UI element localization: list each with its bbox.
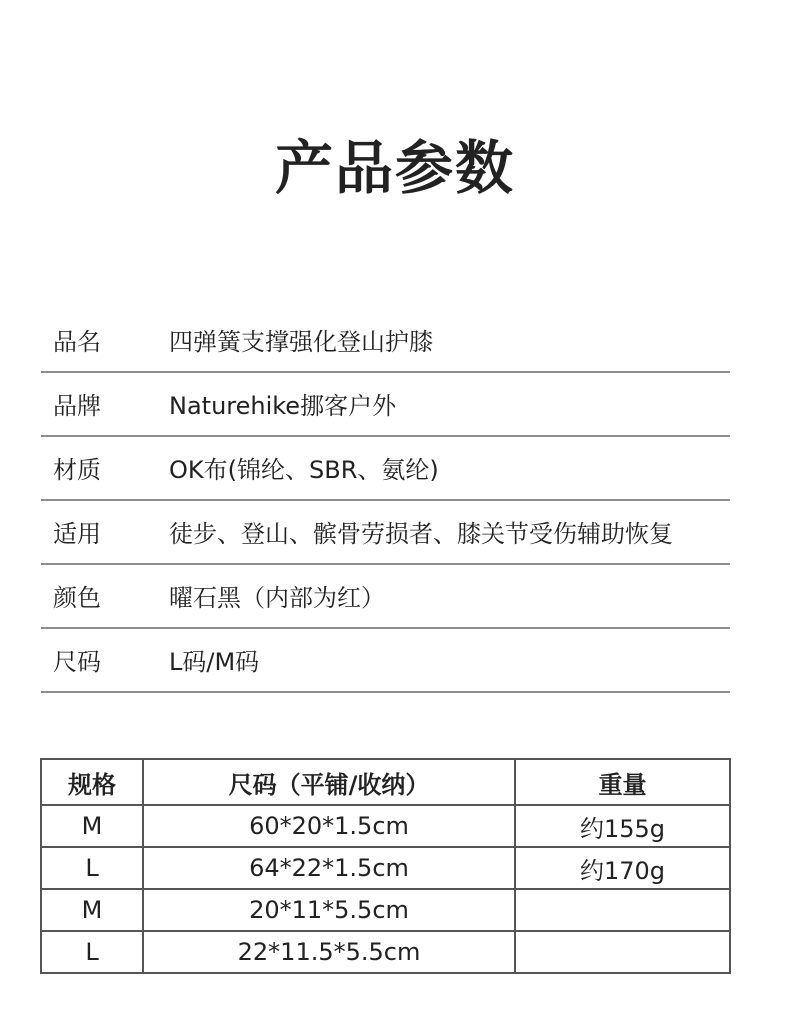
param-value: 徒步、登山、髌骨劳损者、膝关节受伤辅助恢复 (169, 520, 673, 548)
param-row-size (41, 629, 730, 693)
column-header-spec: 规格 (41, 759, 143, 805)
table-cell-weight: 约170g (515, 847, 730, 889)
table-row (41, 889, 730, 931)
param-value: Naturehike挪客户外 (169, 392, 397, 420)
column-header-weight: 重量 (515, 759, 730, 805)
table-cell-spec: M (41, 805, 143, 847)
table-cell-weight (515, 931, 730, 973)
table-cell-size: 20*11*5.5cm (143, 889, 515, 931)
page-title: 产品参数 (274, 134, 515, 202)
table-header-row (41, 759, 730, 805)
table-row (41, 847, 730, 889)
table-cell-size: 22*11.5*5.5cm (143, 931, 515, 973)
table-cell-weight (515, 889, 730, 931)
param-label: 颜色 (53, 584, 101, 612)
table-cell-size: 60*20*1.5cm (143, 805, 515, 847)
table-cell-spec: L (41, 847, 143, 889)
table-cell-weight: 约155g (515, 805, 730, 847)
param-label: 品牌 (53, 392, 101, 420)
param-label: 材质 (53, 456, 101, 484)
param-label: 尺码 (53, 648, 101, 676)
param-row-brand (41, 373, 730, 437)
table-row (41, 805, 730, 847)
param-value: 曜石黑（内部为红） (169, 584, 385, 612)
param-value: OK布(锦纶、SBR、氨纶) (169, 456, 439, 484)
param-value: 四弹簧支撑强化登山护膝 (169, 328, 433, 356)
table-cell-spec: M (41, 889, 143, 931)
param-row-color (41, 565, 730, 629)
param-row-usage (41, 501, 730, 565)
table-cell-size: 64*22*1.5cm (143, 847, 515, 889)
param-label: 适用 (53, 520, 101, 548)
spec-table (40, 758, 731, 974)
product-params-list (41, 307, 730, 693)
table-cell-spec: L (41, 931, 143, 973)
param-row-material (41, 437, 730, 501)
param-label: 品名 (53, 328, 101, 356)
param-value: L码/M码 (169, 648, 260, 676)
column-header-size: 尺码（平铺/收纳） (143, 759, 515, 805)
table-row (41, 931, 730, 973)
param-row-name (41, 307, 730, 373)
